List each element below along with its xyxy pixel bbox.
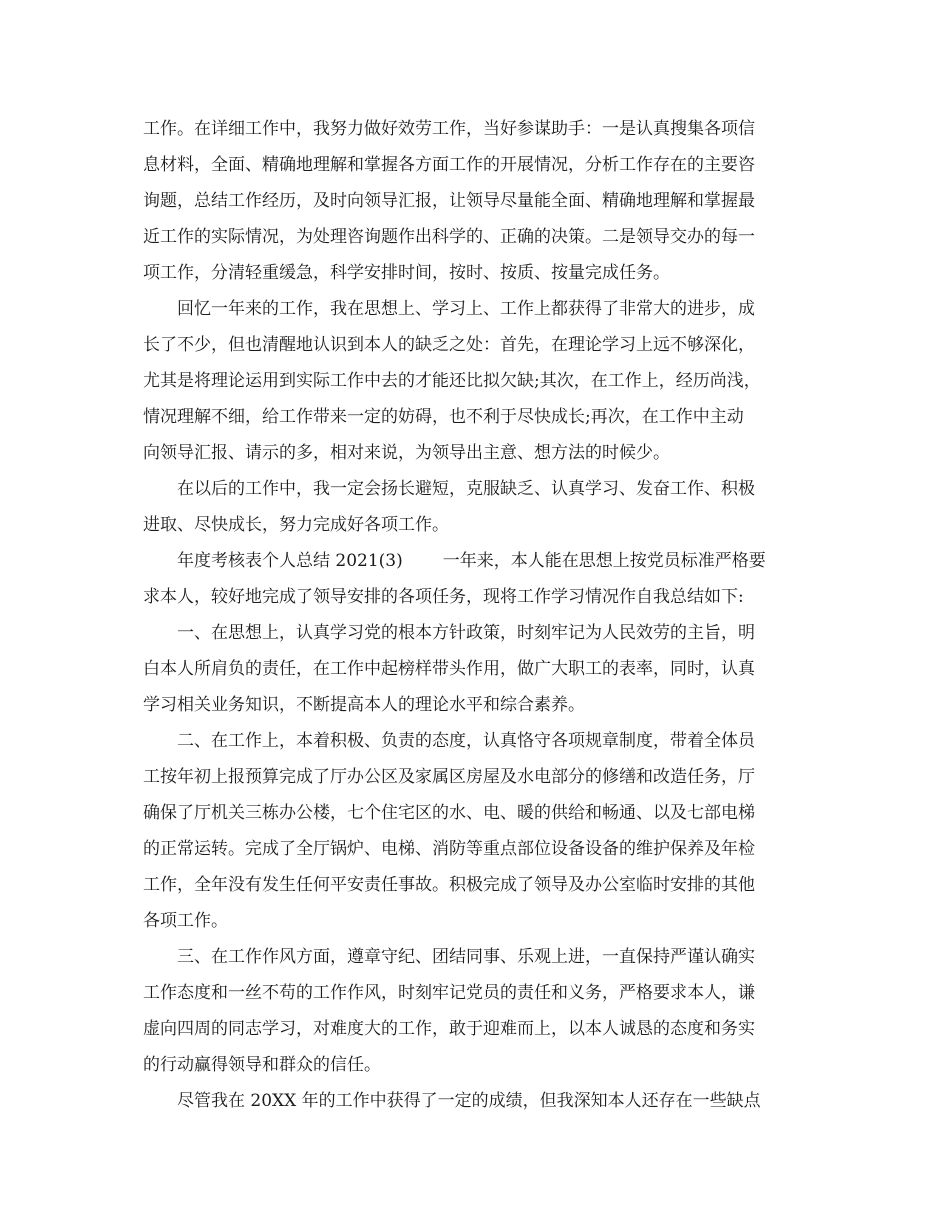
text-line: 情况理解不细，给工作带来一定的妨碍，也不利于尽快成长;再次，在工作中主动 bbox=[143, 407, 744, 427]
text-line: 三、在工作作风方面，遵章守纪、团结同事、乐观上进，一直保持严谨认确实 bbox=[177, 947, 755, 967]
text-line: 进取、尽快成长，努力完成好各项工作。 bbox=[143, 515, 449, 535]
text-line: 项工作，分清轻重缓急，科学安排时间，按时、按质、按量完成任务。 bbox=[143, 263, 670, 283]
text-line: 一年来，本人能在思想上按党员标准严格要 bbox=[442, 551, 766, 571]
text-line: 询题，总结工作经历，及时向领导汇报，让领导尽量能全面、精确地理解和掌握最 bbox=[143, 191, 755, 211]
text-line: 息材料，全面、精确地理解和掌握各方面工作的开展情况，分析工作存在的主要咨 bbox=[143, 155, 755, 175]
text-line: 一、在思想上，认真学习党的根本方针政策，时刻牢记为人民效劳的主旨，明 bbox=[177, 623, 755, 643]
text-line: 虚向四周的同志学习，对难度大的工作，敢于迎难而上，以本人诚恳的态度和务实 bbox=[143, 1019, 755, 1039]
text-line: 工按年初上报预算完成了厅办公区及家属区房屋及水电部分的修缮和改造任务，厅 bbox=[143, 767, 755, 787]
text-line: 求本人，较好地完成了领导安排的各项任务，现将工作学习情况作自我总结如下: bbox=[143, 587, 744, 607]
section-heading: 年度考核表个人总结 2021(3) bbox=[177, 551, 403, 571]
text-line: 的行动赢得领导和群众的信任。 bbox=[143, 1055, 381, 1075]
text-line: 长了不少，但也清醒地认识到本人的缺乏之处：首先，在理论学习上远不够深化， bbox=[143, 335, 755, 355]
text-line: 近工作的实际情况，为处理咨询题作出科学的、正确的决策。二是领导交办的每一 bbox=[143, 227, 755, 247]
text-line: 在以后的工作中，我一定会扬长避短，克服缺乏、认真学习、发奋工作、积极 bbox=[177, 479, 755, 499]
section-heading-line bbox=[177, 544, 823, 578]
text-line: 工作态度和一丝不苟的工作作风，时刻牢记党员的责任和义务，严格要求本人，谦 bbox=[143, 983, 755, 1003]
text-line: 的正常运转。完成了全厅锅炉、电梯、消防等重点部位设备设备的维护保养及年检 bbox=[143, 839, 755, 859]
text-line: 确保了厅机关三栋办公楼，七个住宅区的水、电、暖的供给和畅通、以及七部电梯 bbox=[143, 803, 755, 823]
text-line: 工作。在详细工作中，我努力做好效劳工作，当好参谋助手：一是认真搜集各项信 bbox=[143, 119, 755, 139]
text-line: 回忆一年来的工作，我在思想上、学习上、工作上都获得了非常大的进步，成 bbox=[177, 299, 755, 319]
text-line: 二、在工作上，本着积极、负责的态度，认真恪守各项规章制度，带着全体员 bbox=[177, 731, 755, 751]
text-line: 白本人所肩负的责任，在工作中起榜样带头作用，做广大职工的表率，同时，认真 bbox=[143, 659, 755, 679]
text-line: 向领导汇报、请示的多，相对来说，为领导出主意、想方法的时候少。 bbox=[143, 443, 670, 463]
text-line: 尽管我在 20XX 年的工作中获得了一定的成绩，但我深知本人还存在一些缺点 bbox=[177, 1091, 761, 1111]
text-line: 学习相关业务知识，不断提高本人的理论水平和综合素养。 bbox=[143, 695, 585, 715]
text-line: 各项工作。 bbox=[143, 911, 228, 931]
text-line: 工作，全年没有发生任何平安责任事故。积极完成了领导及办公室临时安排的其他 bbox=[143, 875, 755, 895]
text-line: 尤其是将理论运用到实际工作中去的才能还比拟欠缺;其次，在工作上，经历尚浅， bbox=[143, 371, 761, 391]
